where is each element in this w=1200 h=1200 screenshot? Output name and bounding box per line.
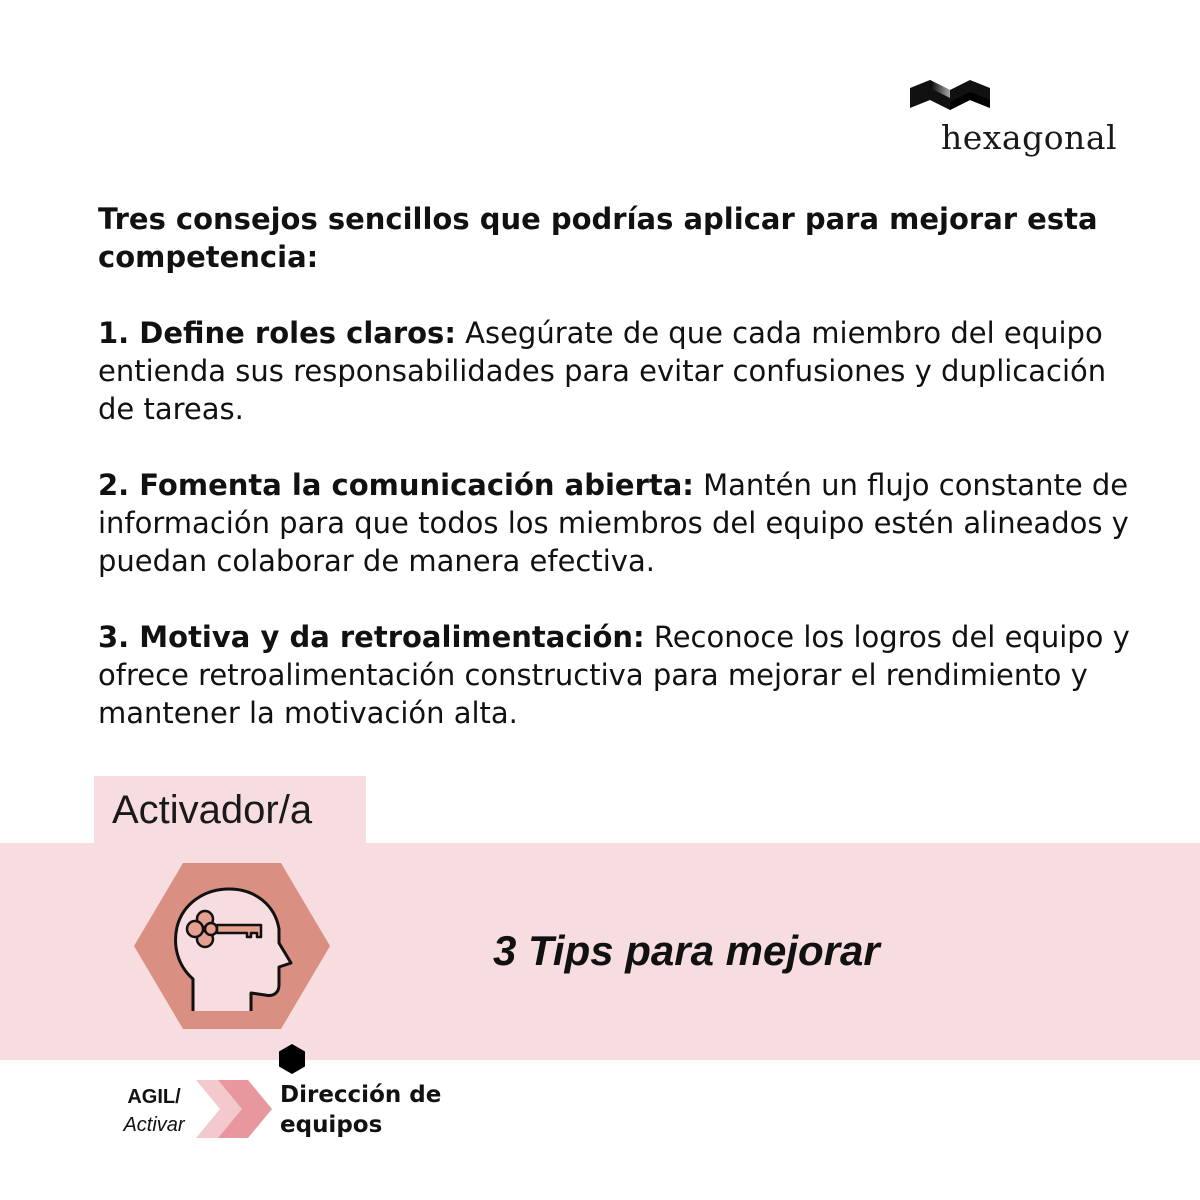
tip-1-text: Asegúrate de que cada miembro del equipo entienda sus responsabilidades para evitar confusiones y duplicación de tareas. <box>98 316 1107 426</box>
intro-heading: Tres consejos sencillos que podrías aplicar para mejorar esta competencia: <box>98 202 1098 274</box>
category-line-2: Activar <box>123 1114 185 1136</box>
profile-tab <box>94 776 366 848</box>
tip-2-title: 2. Fomenta la comunicación abierta: <box>98 468 694 502</box>
tip-3-title: 3. Motiva y da retroalimentación: <box>98 620 645 654</box>
tip-2 <box>98 466 1148 580</box>
category-line-1: AGIL/ <box>127 1086 181 1108</box>
tip-1-title: 1. Define roles claros: <box>98 316 456 350</box>
brand-logo <box>905 78 1118 168</box>
tips-content <box>98 200 1148 770</box>
hexagon-marker-icon <box>276 1043 308 1075</box>
tip-1 <box>98 314 1148 428</box>
head-key-icon <box>133 861 331 1031</box>
hexagonal-logo-icon <box>910 78 990 122</box>
banner-title: 3 Tips para mejorar <box>493 927 880 974</box>
tip-3-text: Reconoce los logros del equipo y ofrece retroalimentación constructiva para mejorar el rendimiento y mantener la motivación alta. <box>98 620 1130 730</box>
area-label: Dirección de equipos <box>280 1082 442 1138</box>
brand-name: hexagonal <box>941 118 1118 157</box>
tip-2-text: Mantén un flujo constante de información para que todos los miembros del equipo estén alineados y puedan colaborar de manera efectiva. <box>98 468 1129 578</box>
profile-label: Activador/a <box>112 788 313 832</box>
category-label <box>114 1083 194 1139</box>
chevron-arrows-icon <box>196 1080 276 1138</box>
tip-3 <box>98 618 1148 732</box>
